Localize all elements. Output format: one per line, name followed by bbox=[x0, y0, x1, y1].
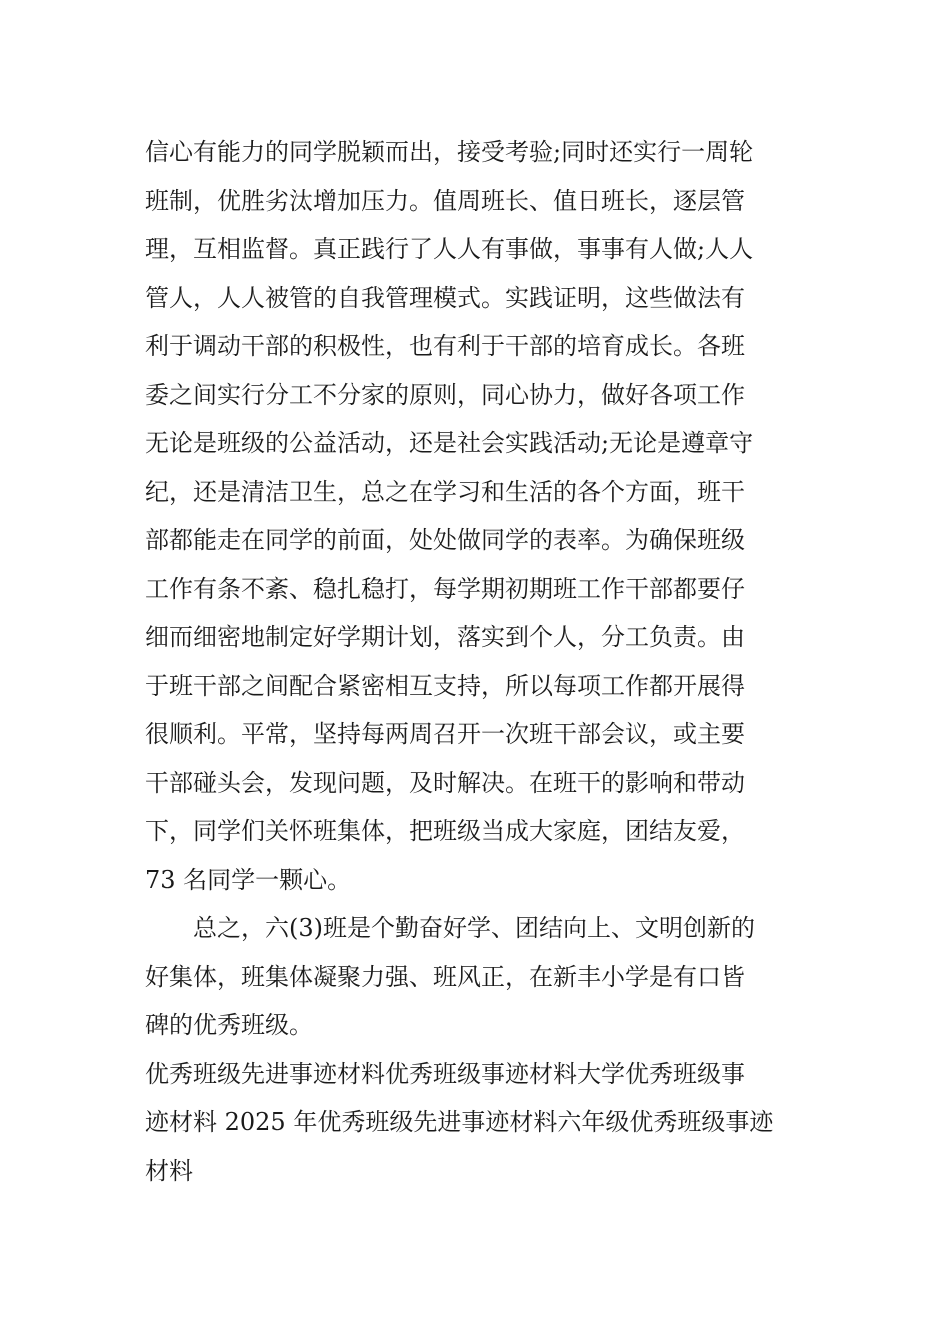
text-line: 好集体，班集体凝聚力强、班风正，在新丰小学是有口皆 bbox=[145, 962, 745, 991]
text-line: 很顺利。平常，坚持每两周召开一次班干部会议，或主要 bbox=[145, 720, 745, 748]
text-line: 总之，六(3)班是个勤奋好学、团结向上、文明创新的 bbox=[145, 914, 755, 942]
text-line: 委之间实行分工不分家的原则，同心协力，做好各项工作 bbox=[145, 380, 745, 409]
text-line: 干部碰头会，发现问题，及时解决。在班干的影响和带动 bbox=[145, 768, 745, 797]
document-body bbox=[145, 128, 835, 1195]
text-line: 碑的优秀班级。 bbox=[145, 1011, 313, 1039]
text-line: 理，互相监督。真正践行了人人有事做，事事有人做;人人 bbox=[145, 235, 754, 263]
text-line: 于班干部之间配合紧密相互支持，所以每项工作都开展得 bbox=[145, 671, 745, 700]
text-line: 材料 bbox=[145, 1156, 193, 1185]
text-line: 管人，人人被管的自我管理模式。实践证明，这些做法有 bbox=[145, 283, 745, 312]
text-line: 工作有条不紊、稳扎稳打，每学期初期班工作干部都要仔 bbox=[145, 574, 745, 603]
related-keywords bbox=[145, 1050, 835, 1196]
text-line: 信心有能力的同学脱颖而出，接受考验;同时还实行一周轮 bbox=[145, 138, 754, 166]
text-line: 利于调动干部的积极性，也有利于干部的培育成长。各班 bbox=[145, 332, 745, 360]
text-line: 下，同学们关怀班集体，把班级当成大家庭，团结友爱， bbox=[145, 817, 745, 845]
text-line: 细而细密地制定好学期计划，落实到个人，分工负责。由 bbox=[145, 623, 745, 651]
text-line: 纪，还是清洁卫生，总之在学习和生活的各个方面，班干 bbox=[145, 477, 745, 506]
text-line: 班制，优胜劣汰增加压力。值周班长、值日班长，逐层管 bbox=[145, 186, 745, 215]
text-line: 迹材料 2025 年优秀班级先进事迹材料六年级优秀班级事迹 bbox=[145, 1108, 774, 1136]
text-line: 无论是班级的公益活动，还是社会实践活动;无论是遵章守 bbox=[145, 429, 754, 457]
paragraph-main bbox=[145, 128, 835, 904]
paragraph-summary bbox=[145, 904, 835, 1050]
text-line: 73 名同学一颗心。 bbox=[145, 865, 352, 894]
text-line: 优秀班级先进事迹材料优秀班级事迹材料大学优秀班级事 bbox=[145, 1059, 745, 1088]
text-line: 部都能走在同学的前面，处处做同学的表率。为确保班级 bbox=[145, 526, 745, 554]
